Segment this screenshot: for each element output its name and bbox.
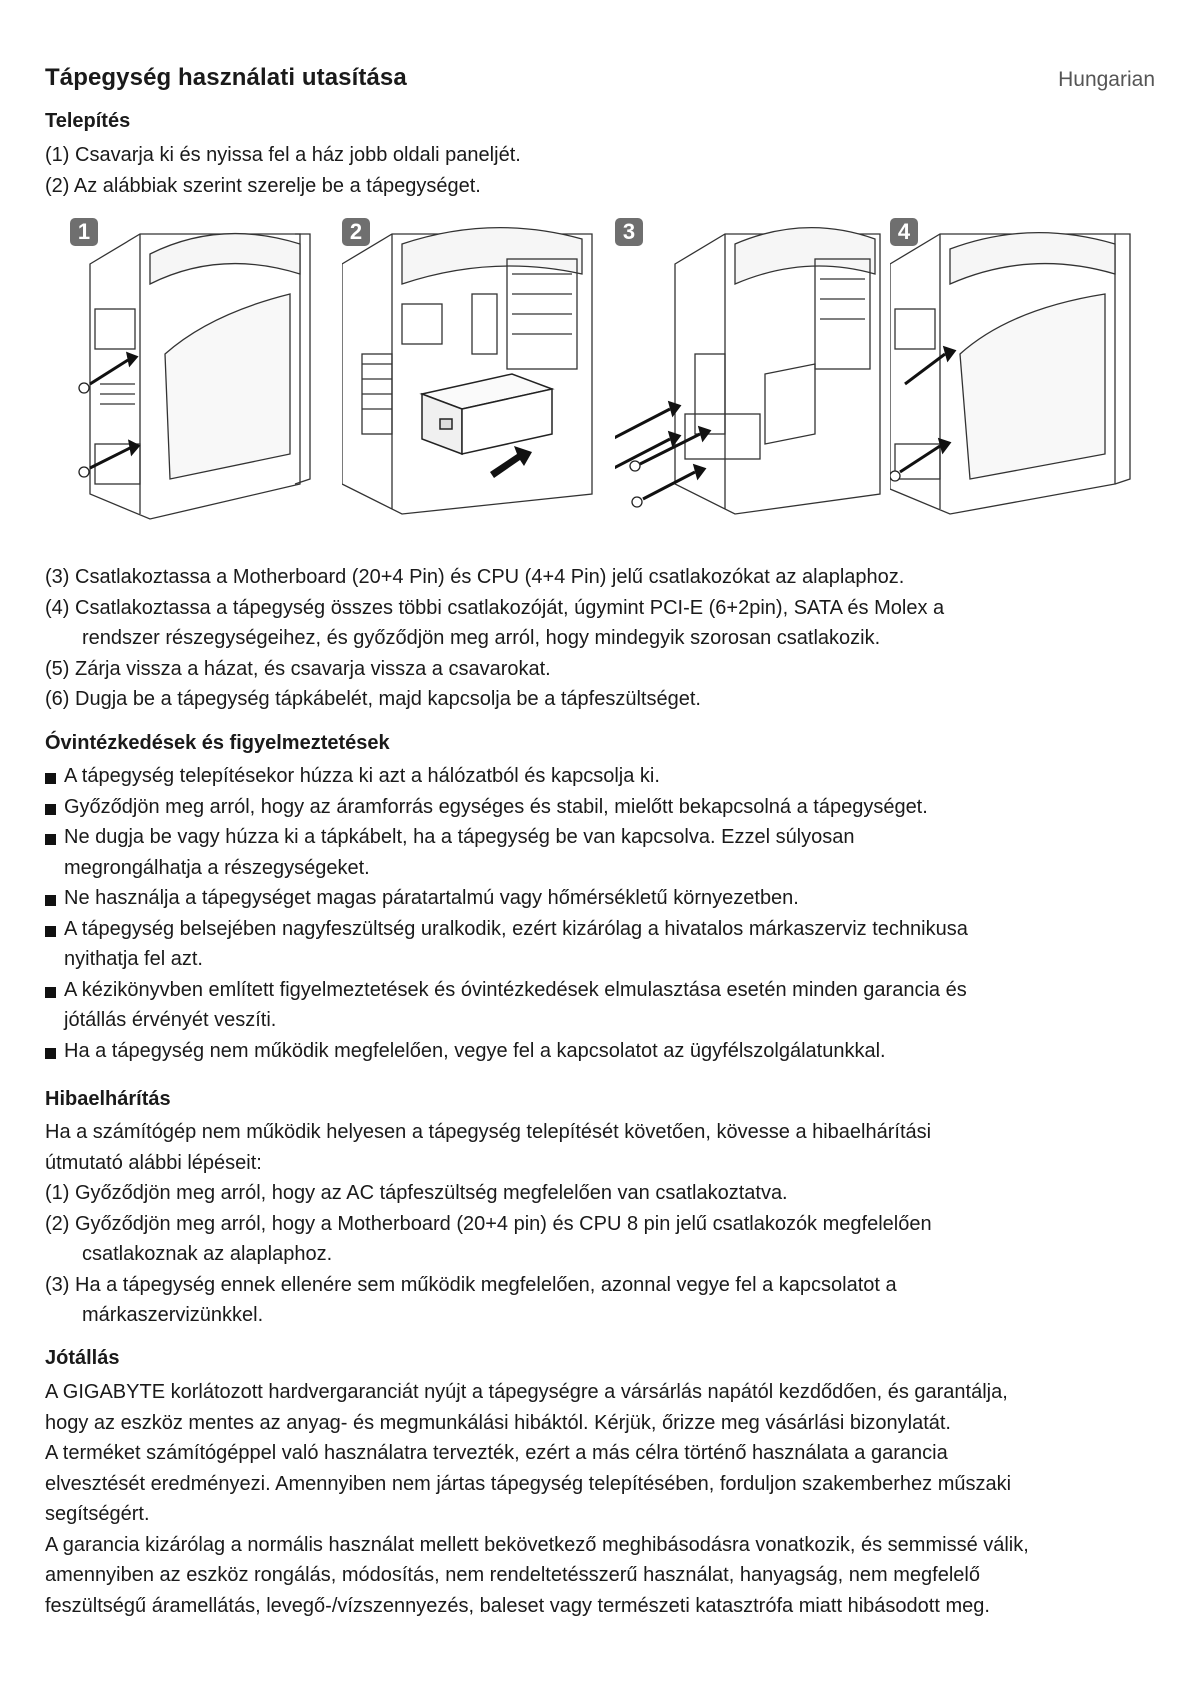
screw-icon: [630, 461, 642, 507]
warranty-line: amennyiben az eszköz rongálás, módosítás, nem rendeltetésszerű használat, hanyagság, nem megfelelő: [45, 1564, 980, 1586]
warranty-line: A garancia kizárólag a normális használat mellett bekövetkező meghibásodásra vonatkozik, és semmissé válik,: [45, 1533, 1029, 1556]
installation-figures: [70, 214, 1165, 549]
install-steps-b: [45, 562, 1155, 715]
bullet-icon: [45, 895, 56, 906]
figure-1: [70, 214, 330, 549]
page-title: Tápegység használati utasítása: [45, 64, 407, 91]
screw-arrows: [900, 348, 954, 472]
warning-item: Győződjön meg arról, hogy az áramforrás egységes és stabil, mielőtt bekapcsolná a tápegységet.: [45, 792, 1155, 823]
bullet-icon: [45, 926, 56, 937]
bullet-icon: [45, 773, 56, 784]
bullet-icon: [45, 804, 56, 815]
step-badge-4: 4: [890, 218, 918, 246]
install-step-continued: rendszer részegységeihez, és győződjön meg arról, hogy mindegyik szorosan csatlakozik.: [82, 627, 881, 649]
warranty-body: [45, 1377, 1155, 1621]
screw-fastening-illustration: [615, 214, 885, 549]
psu-insertion-illustration: [342, 214, 612, 549]
install-step: (6) Dugja be a tápegység tápkábelét, majd kapcsolja be a tápfeszültséget.: [45, 688, 701, 710]
step-badge-3: 3: [615, 218, 643, 246]
troubleshooting-step: (1) Győződjön meg arról, hogy az AC tápfeszültség megfelelően van csatlakoztatva.: [45, 1182, 788, 1204]
warranty-line: A GIGABYTE korlátozott hardvergaranciát nyújt a tápegységre a vársárlás napától kezdődően, és garantálja,: [45, 1381, 1008, 1403]
troubleshooting-step: (3) Ha a tápegység ennek ellenére sem működik megfelelően, azonnal vegye fel a kapcsolatot a: [45, 1273, 897, 1296]
insert-arrow-icon: [490, 446, 532, 478]
warning-item: A tápegység telepítésekor húzza ki azt a hálózatból és kapcsolja ki.: [45, 761, 1155, 792]
step-badge-2: 2: [342, 218, 370, 246]
troubleshooting-body: [45, 1117, 1155, 1331]
warning-item: A kézikönyvben említett figyelmeztetések és óvintézkedések elmulasztása esetén minden garancia és jótállás érvényét veszíti.: [45, 975, 1155, 1036]
install-step: (1) Csavarja ki és nyissa fel a ház jobb oldali paneljét.: [45, 144, 521, 166]
warnings-heading: Óvintézkedések és figyelmeztetések: [45, 732, 390, 754]
warranty-line: hogy az eszköz mentes az anyag- és megmunkálási hibáktól. Kérjük, őrizze meg vásárlási bizonylatát.: [45, 1411, 951, 1434]
warning-item: Ha a tápegység nem működik megfelelően, vegye fel a kapcsolatot az ügyfélszolgálatunkkal.: [45, 1036, 1155, 1067]
warning-item: A tápegység belsejében nagyfeszültség uralkodik, ezért kizárólag a hivatalos márkaszerviz technikusa nyithatja fel azt.: [45, 914, 1155, 975]
psu-box: [422, 374, 552, 454]
screw-arrows: [90, 354, 138, 468]
install-heading: Telepítés: [45, 110, 131, 132]
troubleshooting-step-continued: csatlakoznak az alaplaphoz.: [82, 1243, 333, 1265]
troubleshooting-intro: Ha a számítógép nem működik helyesen a tápegység telepítését követően, kövesse a hibaelhárítási: [45, 1121, 932, 1143]
figure-3: [615, 214, 885, 549]
step-badge-1: 1: [70, 218, 98, 246]
figure-2: [342, 214, 612, 549]
warranty-line: elvesztését eredményezi. Amennyiben nem jártas tápegység telepítésében, forduljon szakemberhez műszaki: [45, 1472, 1012, 1495]
screw-icon: [890, 471, 900, 481]
troubleshooting-intro: útmutató alábbi lépéseit:: [45, 1151, 262, 1174]
language-label: Hungarian: [1058, 68, 1155, 91]
install-step: (3) Csatlakoztassa a Motherboard (20+4 Pin) és CPU (4+4 Pin) jelű csatlakozókat az alaplaphoz.: [45, 566, 905, 588]
troubleshooting-step-continued: márkaszervizünkkel.: [82, 1304, 264, 1326]
warranty-line: segítségért.: [45, 1503, 150, 1525]
screw-icon: [79, 383, 89, 477]
figure-4: [890, 214, 1150, 549]
warning-item: Ne használja a tápegységet magas páratartalmú vagy hőmérsékletű környezetben.: [45, 883, 1155, 914]
troubleshooting-heading: Hibaelhárítás: [45, 1088, 171, 1110]
bullet-icon: [45, 1048, 56, 1059]
install-step: (4) Csatlakoztassa a tápegység összes többi csatlakozóját, úgymint PCI-E (6+2pin), SATA és Molex a: [45, 596, 945, 619]
troubleshooting-step: (2) Győződjön meg arról, hogy a Motherboard (20+4 pin) és CPU 8 pin jelű csatlakozók megfelelően: [45, 1212, 932, 1235]
warranty-line: A terméket számítógéppel való használatra tervezték, ezért a más célra történő használata a garancia: [45, 1442, 948, 1464]
install-step: (2) Az alábbiak szerint szerelje be a tápegységet.: [45, 174, 481, 197]
warnings-list: [45, 761, 1155, 1066]
case-side-panel-illustration: [70, 214, 330, 549]
case-closed-illustration: [890, 214, 1150, 549]
bullet-icon: [45, 987, 56, 998]
install-step: (5) Zárja vissza a házat, és csavarja vissza a csavarokat.: [45, 657, 551, 680]
install-steps-a: [45, 140, 1155, 201]
warning-item: Ne dugja be vagy húzza ki a tápkábelt, ha a tápegység be van kapcsolva. Ezzel súlyosan megrongálhatja a részegységeket.: [45, 822, 1155, 883]
bullet-icon: [45, 834, 56, 845]
warranty-heading: Jótállás: [45, 1347, 120, 1369]
warranty-line: feszültségű áramellátás, levegő-/vízszennyezés, baleset vagy természeti katasztrófa miatt hibásodott meg.: [45, 1594, 990, 1617]
